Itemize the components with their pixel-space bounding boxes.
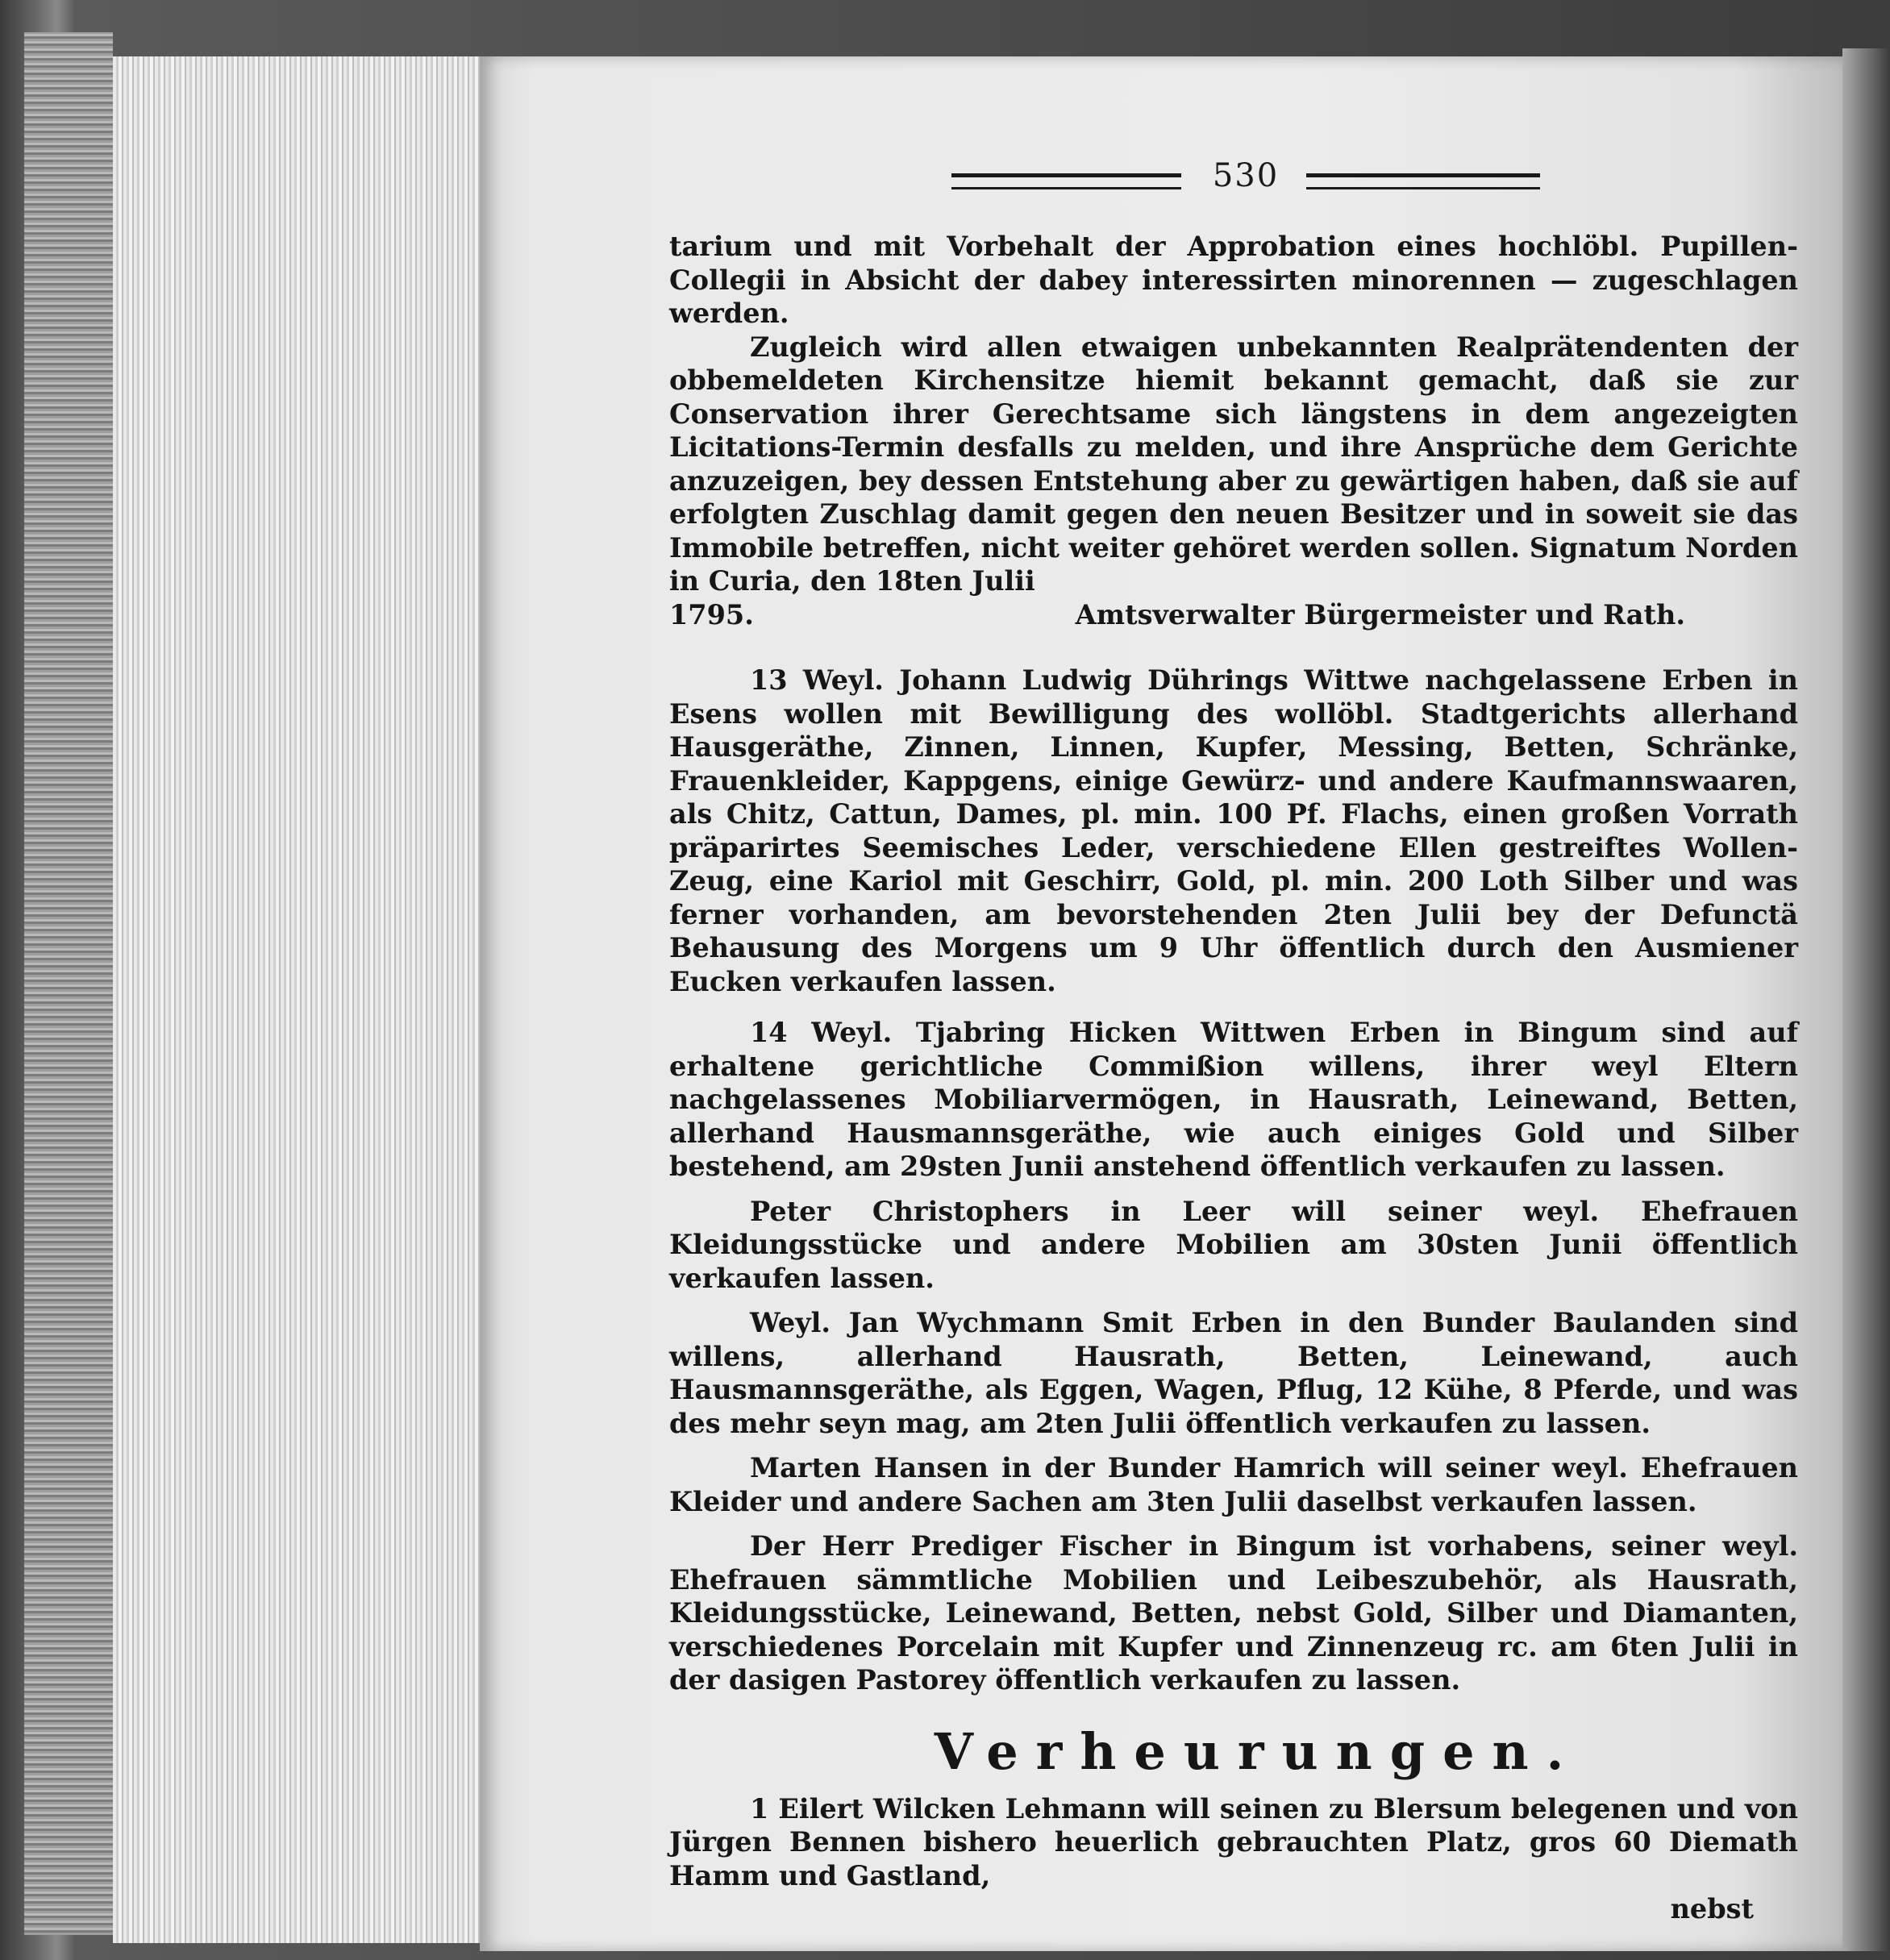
header-rule-left <box>951 173 1181 189</box>
page-header <box>951 157 1540 198</box>
entry-13: 13 Weyl. Johann Ludwig Dührings Wittwe nachgelassene Erben in Esens wollen mit Bewilligung des wollöbl. Stadtgerichts allerhand Hausgeräthe, Zinnen, Linnen, Kupfer, Messing, Betten, Schränke, Frauenkleider, Kappgens, einige Gewürz- und andere Kaufmannswaaren, als Chitz, Cattun, Dames, pl. min. 100 Pf. Flachs, einen großen Vorrath präparirtes Seemisches Leder, verschiedene Ellen gestreiftes Wollen-Zeug, eine Kariol mit Geschirr, Gold, pl. min. 200 Loth Silber und was ferner vorhanden, am bevorstehenden 2ten Julii bey der Defunctä Behausung des Morgens um 9 Uhr öffentlich durch den Ausmiener Eucken verkaufen lassen. <box>669 664 1798 997</box>
signature-line <box>669 598 1798 632</box>
catchword: nebst <box>1670 1893 1754 1925</box>
section-heading: Verheurungen. <box>934 1721 1582 1781</box>
right-page-curl <box>1842 48 1890 1951</box>
section-entry-1: 1 Eilert Wilcken Lehmann will seinen zu Blersum belegenen und von Jürgen Bennen bishero heuerlich gebrauchten Platz, gros 60 Diemath Hamm und Gastland, <box>669 1792 1798 1891</box>
page-text <box>669 230 1798 1926</box>
page-edges <box>113 56 480 1943</box>
entry-smit: Weyl. Jan Wychmann Smit Erben in den Bunder Baulanden sind willens, allerhand Hausrath, Betten, Leinewand, auch Hausmannsgeräthe, als Eggen, Wagen, Pflug, 12 Kühe, 8 Pferde, und was des mehr seyn mag, am 2ten Julii öffentlich verkaufen zu lassen. <box>669 1307 1798 1439</box>
paragraph-notice: Zugleich wird allen etwaigen unbekannten Realprätendenten der obbemeldeten Kirchensitze hiemit bekannt gemacht, daß sie zur Conservation ihrer Gerechtsame sich längstens in dem angezeigten Licitations-Termin desfalls zu melden, und ihre Ansprüche dem Gerichte anzuzeigen, bey dessen Entstehung aber zu gewärtigen haben, daß sie auf erfolgten Zuschlag damit gegen den neuen Besitzer und in soweit sie das Immobile betreffen, nicht weiter gehöret werden sollen. Signatum Norden in Curia, den 18ten Julii <box>669 331 1798 597</box>
signature-year: 1795. <box>669 598 754 630</box>
header-rule-right <box>1306 173 1540 189</box>
entry-fischer: Der Herr Prediger Fischer in Bingum ist vorhabens, seiner weyl. Ehefrauen sämmtliche Mobilien und Leibeszubehör, als Hausrath, Kleidungsstücke, Leinewand, Betten, nebst Gold, Silber und Diamanten, verschiedenes Porcelain mit Kupfer und Zinnenzeug rc. am 6ten Julii in der dasigen Pastorey öffentlich verkaufen zu lassen. <box>669 1530 1798 1696</box>
entry-christophers: Peter Christophers in Leer will seiner weyl. Ehefrauen Kleidungsstücke und andere Mobilien am 30sten Junii öffentlich verkaufen lassen. <box>669 1195 1798 1294</box>
signature-signers: Amtsverwalter Bürgermeister und Rath. <box>1075 598 1685 630</box>
book-cover-edge <box>24 32 113 1935</box>
entry-hansen: Marten Hansen in der Bunder Hamrich will seiner weyl. Ehefrauen Kleider und andere Sachen am 3ten Julii daselbst verkaufen lassen. <box>669 1452 1798 1517</box>
page-number: 530 <box>1212 157 1280 194</box>
paragraph-continuation: tarium und mit Vorbehalt der Approbation eines hochlöbl. Pupillen-Collegii in Absicht der dabey interessirten minorennen — zugeschlagen werden. <box>669 231 1798 329</box>
entry-14: 14 Weyl. Tjabring Hicken Wittwen Erben in Bingum sind auf erhaltene gerichtliche Commißion willens, ihrer weyl Eltern nachgelassenes Mobiliarvermögen, in Hausrath, Leinewand, Betten, allerhand Hausmannsgeräthe, wie auch einiges Gold und Silber bestehend, am 29sten Junii anstehend öffentlich verkaufen zu lassen. <box>669 1017 1798 1182</box>
